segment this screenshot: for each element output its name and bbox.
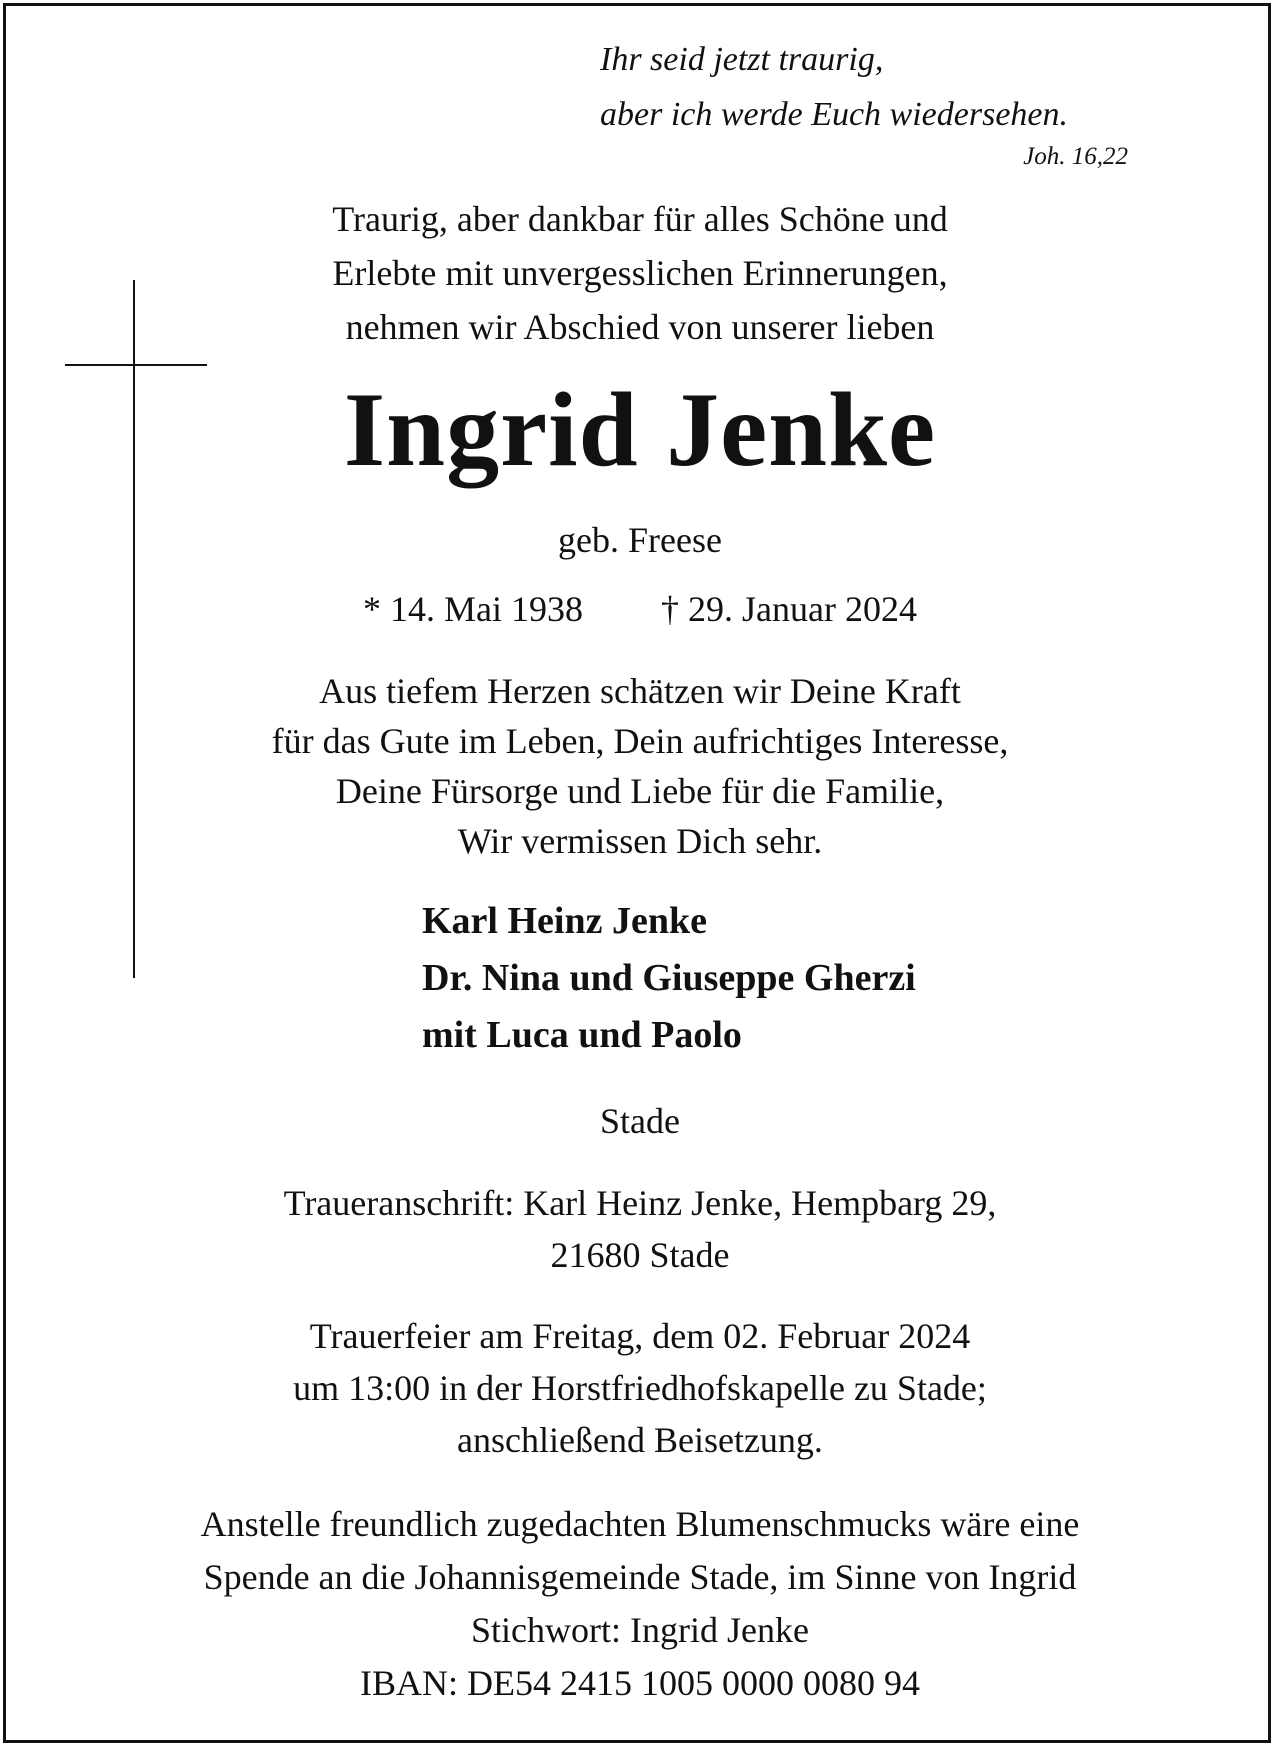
death-date: † 29. Januar 2024 [661,589,917,629]
donation-line: Anstelle freundlich zugedachten Blumenschmucks wäre eine [200,1504,1080,1544]
tribute-line: für das Gute im Leben, Dein aufrichtiges Interesse, [271,721,1009,761]
address-line: Traueranschrift: Karl Heinz Jenke, Hempbarg 29, [283,1183,997,1223]
intro-line: Erlebte mit unvergesslichen Erinnerungen, [332,253,948,293]
address-line: 21680 Stade [550,1235,730,1275]
ceremony-line: um 13:00 in der Horstfriedhofskapelle zu Stade; [293,1368,987,1408]
tribute-text [40,666,1240,866]
birth-date: * 14. Mai 1938 [363,589,584,629]
mourner-line: Karl Heinz Jenke [422,900,707,942]
ceremony-line: anschließend Beisetzung. [457,1420,823,1460]
deceased-name: Ingrid Jenke [343,371,937,488]
mourner-line: mit Luca und Paolo [422,1014,742,1056]
donation-line: Spende an die Johannisgemeinde Stade, im Sinne von Ingrid [203,1557,1077,1597]
ceremony-line: Trauerfeier am Freitag, dem 02. Februar 2024 [309,1316,971,1356]
intro-text [40,192,1240,354]
verse-line: Ihr seid jetzt traurig, [600,41,884,78]
mourning-address [40,1177,1240,1281]
life-dates [40,584,1240,634]
intro-line: nehmen wir Abschied von unserer lieben [345,307,935,347]
donation-keyword: Stichwort: Ingrid Jenke [471,1610,809,1650]
donation-iban: IBAN: DE54 2415 1005 0000 0080 94 [360,1663,920,1703]
tribute-line: Aus tiefem Herzen schätzen wir Deine Kraft [319,671,961,711]
donation-info [40,1498,1240,1710]
bible-verse [600,32,1068,142]
verse-line: aber ich werde Euch wiedersehen. [600,96,1068,133]
place: Stade [600,1101,680,1141]
intro-line: Traurig, aber dankbar für alles Schöne und [332,199,948,239]
mourner-line: Dr. Nina und Giuseppe Gherzi [422,957,916,999]
mourners-list [422,893,916,1064]
verse-reference: Joh. 16,22 [1023,143,1128,170]
maiden-name: geb. Freese [558,520,722,560]
tribute-line: Deine Fürsorge und Liebe für die Familie, [335,771,945,811]
tribute-line: Wir vermissen Dich sehr. [457,821,823,861]
ceremony-info [40,1310,1240,1466]
